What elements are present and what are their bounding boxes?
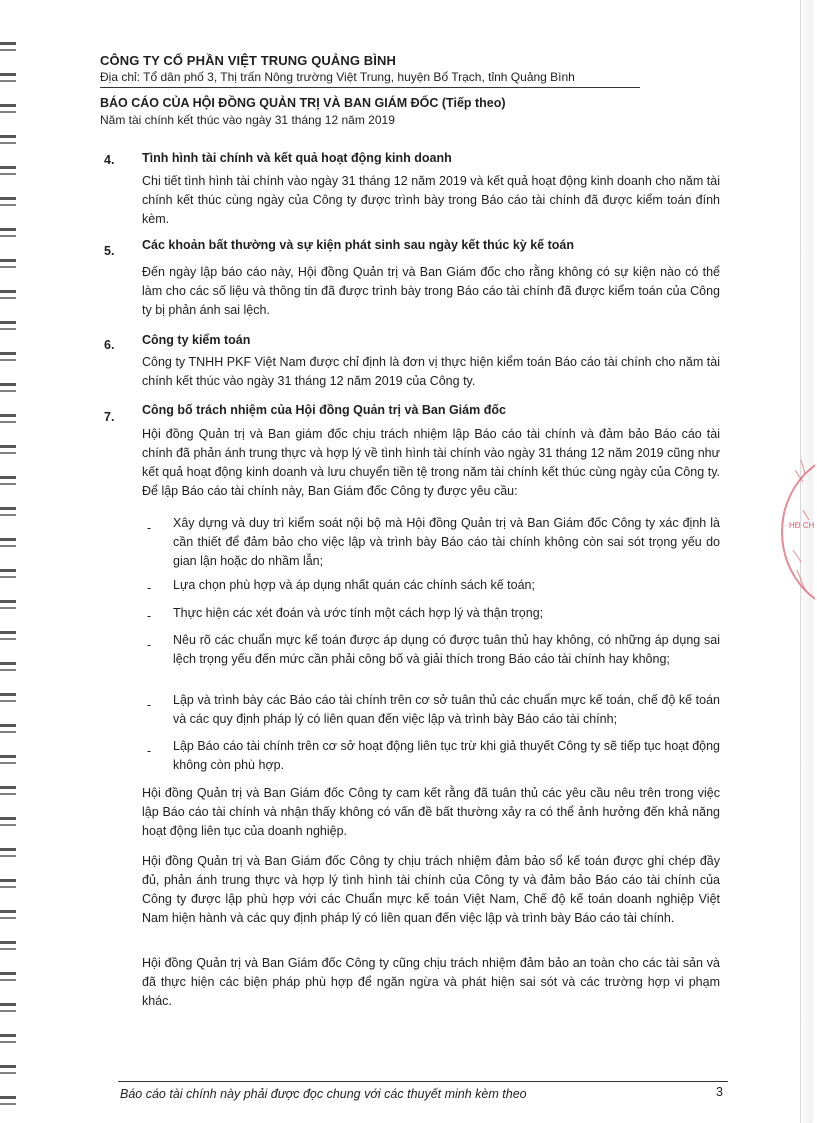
footer-note: Báo cáo tài chính này phải được đọc chung với các thuyết minh kèm theo [120, 1087, 527, 1101]
section-number: 6. [104, 338, 115, 352]
closing-paragraph: Hội đồng Quản trị và Ban Giám đốc Công ty cũng chịu trách nhiệm đảm bảo an toàn cho các tài sản và đã thực hiện các biện pháp phù hợp để ngăn ngừa và phát hiện sai sót và các trường hợp vi phạm khác. [142, 956, 720, 1008]
bullet-dash: - [147, 609, 152, 623]
footer-rule [118, 1081, 728, 1082]
section-title: Tình hình tài chính và kết quả hoạt động kinh doanh [142, 151, 452, 165]
section-paragraph: Chi tiết tình hình tài chính vào ngày 31 tháng 12 năm 2019 và kết quả hoạt động kinh doanh cho năm tài chính kết thúc cùng ngày của Công ty được trình bày trong Báo cáo tài chính đã được kiểm toán đính kèm. [142, 174, 720, 226]
fiscal-year: Năm tài chính kết thúc vào ngày 31 tháng 12 năm 2019 [100, 113, 395, 127]
report-title: BÁO CÁO CỦA HỘI ĐỒNG QUẢN TRỊ VÀ BAN GIÁM ĐỐC (Tiếp theo) [100, 96, 506, 110]
bullet-item: Xây dựng và duy trì kiểm soát nội bộ mà Hội đồng Quản trị và Ban Giám đốc Công ty xác định là cần thiết để đảm bảo cho việc lập và trình bày Báo cáo tài chính không còn sai sót trọng yếu do gian lận hoặc do nhầm lẫn; [173, 516, 720, 568]
red-stamp [775, 450, 815, 610]
bullet-item: Lựa chọn phù hợp và áp dụng nhất quán các chính sách kế toán; [173, 578, 535, 592]
bullet-dash: - [147, 744, 152, 758]
bullet-dash: - [147, 581, 152, 595]
stamp-text: HĐ CH [789, 521, 815, 530]
section-number: 7. [104, 410, 115, 424]
bullet-item: Lập và trình bày các Báo cáo tài chính trên cơ sở tuân thủ các chuẩn mực kế toán, chế độ kế toán và các quy định pháp lý có liên quan đến việc lập và trình bày Báo cáo tài chính; [173, 693, 720, 726]
bullet-item: Lập Báo cáo tài chính trên cơ sở hoạt động liên tục trừ khi giả thuyết Công ty sẽ tiếp tục hoạt động không còn phù hợp. [173, 739, 720, 772]
bullet-dash: - [147, 698, 152, 712]
section-paragraph: Công ty TNHH PKF Việt Nam được chỉ định là đơn vị thực hiện kiểm toán Báo cáo tài chính cho năm tài chính kết thúc vào ngày 31 tháng 12 năm 2019 của Công ty. [142, 355, 720, 388]
section-paragraph: Đến ngày lập báo cáo này, Hội đồng Quản trị và Ban Giám đốc cho rằng không có sự kiện nào có thể làm cho các số liệu và thông tin đã được trình bày trong Báo cáo tài chính đã được kiểm toán của Công ty bị phản ánh sai lệch. [142, 265, 720, 317]
section-title: Công ty kiểm toán [142, 333, 251, 347]
bullet-item: Nêu rõ các chuẩn mực kế toán được áp dụng có được tuân thủ hay không, có những áp dụng sai lệch trọng yếu đến mức cần phải công bố và giải thích trong Báo cáo tài chính hay không; [173, 633, 720, 666]
bullet-dash: - [147, 521, 152, 535]
bullet-item: Thực hiện các xét đoán và ước tính một cách hợp lý và thận trọng; [173, 606, 544, 620]
bullet-dash: - [147, 638, 152, 652]
closing-paragraph: Hội đồng Quản trị và Ban Giám đốc Công ty chịu trách nhiệm đảm bảo sổ kế toán được ghi chép đầy đủ, phản ánh trung thực và hợp lý tình hình tài chính của Công ty và đảm bảo Báo cáo tài chính của Công ty được lập phù hợp với các Chuẩn mực kế toán Việt Nam, Chế độ kế toán doanh nghiệp Việt Nam hiện hành và các quy định pháp lý có liên quan đến việc lập và trình bày Báo cáo tài chính. [142, 854, 720, 925]
section-title: Công bố trách nhiệm của Hội đồng Quản trị và Ban Giám đốc [142, 403, 506, 417]
page-number: 3 [716, 1085, 723, 1099]
company-address: Địa chỉ: Tổ dân phố 3, Thị trấn Nông trường Việt Trung, huyện Bố Trạch, tỉnh Quảng Bình [100, 70, 640, 88]
section-paragraph: Hội đồng Quản trị và Ban giám đốc chịu trách nhiệm lập Báo cáo tài chính và đảm bảo Báo cáo tài chính đã phản ánh trung thực và hợp lý về tình hình tài chính vào ngày 31 tháng 12 năm 2019 cũng như kết quả hoạt động kinh doanh và lưu chuyển tiền tệ trong năm tài chính kết thúc cùng ngày của Công ty. Để lập Báo cáo tài chính này, Ban Giám đốc Công ty được yêu cầu: [142, 427, 720, 498]
section-number: 5. [104, 244, 115, 258]
company-name: CÔNG TY CỔ PHẦN VIỆT TRUNG QUẢNG BÌNH [100, 53, 396, 68]
closing-paragraph: Hội đồng Quản trị và Ban Giám đốc Công ty cam kết rằng đã tuân thủ các yêu cầu nêu trên trong việc lập Báo cáo tài chính và nhận thấy không có vấn đề bất thường xảy ra có thể ảnh hưởng đến khả năng hoạt động liên tục của doanh nghiệp. [142, 786, 720, 838]
section-title: Các khoản bất thường và sự kiện phát sinh sau ngày kết thúc kỳ kế toán [142, 238, 574, 252]
section-number: 4. [104, 153, 115, 167]
